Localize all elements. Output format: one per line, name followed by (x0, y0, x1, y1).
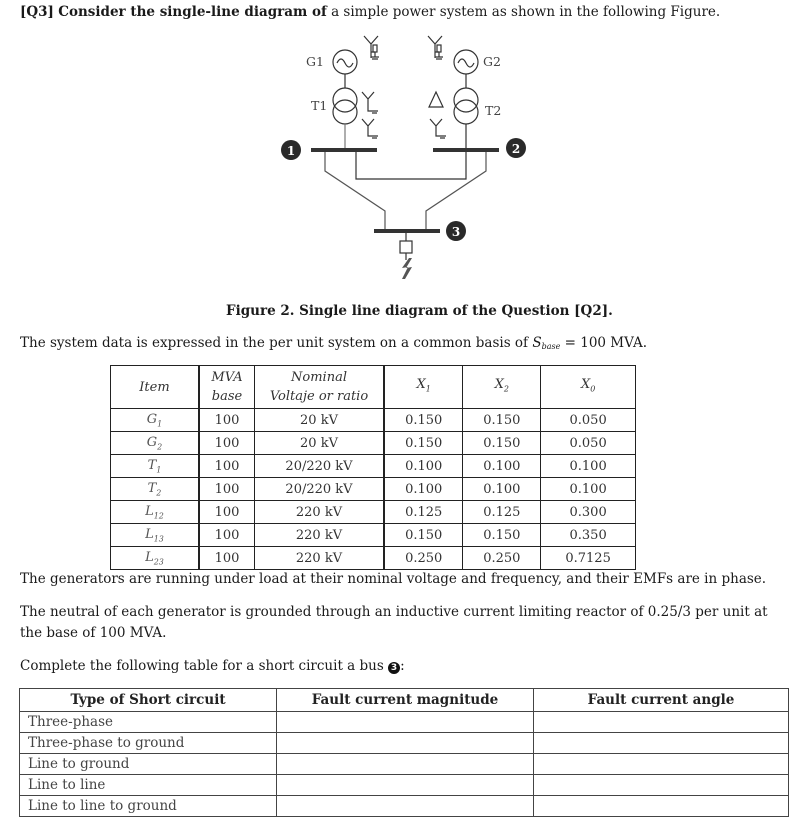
grounded-wye-t2-secondary-icon (430, 119, 446, 138)
header-nominal-voltage: Nominal Voltaje or ratio (255, 366, 385, 409)
bus-1-marker (281, 140, 301, 160)
magnitude-cell[interactable] (277, 796, 534, 817)
fault-table-header-row (20, 689, 789, 712)
fault-type: Three-phase (20, 712, 277, 733)
table-row: $L_{12}$ 100 220 kV 0.125 0.125 0.300 (111, 501, 636, 524)
fault-table (19, 688, 789, 817)
s-symbol: S (532, 335, 542, 351)
bus-2-bar (433, 148, 499, 152)
bus-2-marker (506, 138, 526, 158)
fault-type: Line to ground (20, 754, 277, 775)
s-subscript: base (541, 342, 561, 351)
table-row (20, 712, 789, 733)
basis-statement (20, 333, 647, 357)
magnitude-cell[interactable] (277, 712, 534, 733)
bus-3-bullet-icon: 3 (388, 662, 400, 674)
paragraph-generators: The generators are running under load at their nominal voltage and frequency, and their EMFs are in phase. (20, 571, 767, 587)
table-row: $G_2$ 100 20 kV 0.150 0.150 0.050 (111, 432, 636, 455)
g1-label: G1 (306, 54, 324, 69)
table-row (20, 733, 789, 754)
question-rest-text: a simple power system as shown in the following Figure. (331, 4, 721, 20)
svg-text:2: 2 (511, 142, 521, 156)
fault-type: Line to line to ground (20, 796, 277, 817)
angle-cell[interactable] (534, 733, 789, 754)
bus-3-marker (446, 221, 466, 241)
magnitude-cell[interactable] (277, 754, 534, 775)
table-row (20, 796, 789, 817)
lightning-fault-icon (402, 258, 412, 279)
generator-g2-icon (454, 50, 478, 88)
transformer-t1-icon (333, 88, 357, 149)
header-mva-base: MVA base (199, 366, 255, 409)
table-row: $G_1$ 100 20 kV 0.150 0.150 0.050 (111, 409, 636, 432)
delta-t2-icon (429, 92, 443, 107)
line-l13 (325, 151, 385, 231)
grounded-wye-g1-icon (364, 36, 379, 59)
magnitude-cell[interactable] (277, 775, 534, 796)
transformer-t2-icon (454, 88, 478, 149)
header-angle: Fault current angle (534, 689, 789, 712)
table-row (20, 754, 789, 775)
basis-value: = 100 MVA. (560, 335, 647, 351)
header-x0: $X_0$ (541, 366, 636, 409)
header-x2: $X_2$ (463, 366, 541, 409)
grounded-wye-g2-icon (428, 36, 443, 59)
svg-text:1: 1 (286, 144, 296, 158)
paragraph-instruction: Complete the following table for a short circuit a bus 3 : (20, 658, 405, 674)
line-l23 (426, 151, 486, 231)
bus-3-bar (374, 229, 440, 233)
bus-1-bar (311, 148, 377, 152)
question-bold-text: Consider the single-line diagram of (58, 4, 327, 20)
t1-label: T1 (311, 98, 328, 113)
basis-text: The system data is expressed in the per unit system on a common basis of (20, 335, 533, 351)
header-type: Type of Short circuit (20, 689, 277, 712)
question-heading (20, 2, 720, 23)
magnitude-cell[interactable] (277, 733, 534, 754)
paragraph-neutral: The neutral of each generator is grounded through an inductive current limiting reactor of 0.25/3 per unit at the base of 100 MVA. (20, 604, 768, 641)
figure-caption: Figure 2. Single line diagram of the Question [Q2]. (226, 303, 613, 319)
grounded-wye-t1-primary-icon (362, 92, 378, 113)
header-item: Item (111, 366, 200, 409)
generator-g1-icon (333, 50, 357, 88)
table-row (20, 775, 789, 796)
single-line-diagram (0, 30, 793, 295)
grounded-wye-t1-secondary-icon (362, 119, 378, 138)
table-row: $L_{13}$ 100 220 kV 0.150 0.150 0.350 (111, 524, 636, 547)
svg-text:3: 3 (451, 225, 461, 239)
angle-cell[interactable] (534, 775, 789, 796)
breaker-icon (400, 241, 412, 253)
table-row: $L_{23}$ 100 220 kV 0.250 0.250 0.7125 (111, 547, 636, 570)
g2-label: G2 (483, 54, 501, 69)
question-label: [Q3] (20, 4, 54, 20)
fault-type: Three-phase to ground (20, 733, 277, 754)
angle-cell[interactable] (534, 796, 789, 817)
fault-type: Line to line (20, 775, 277, 796)
table-row: $T_2$ 100 20/220 kV 0.100 0.100 0.100 (111, 478, 636, 501)
angle-cell[interactable] (534, 712, 789, 733)
angle-cell[interactable] (534, 754, 789, 775)
header-x1: $X_1$ (384, 366, 463, 409)
table-row: $T_1$ 100 20/220 kV 0.100 0.100 0.100 (111, 455, 636, 478)
table-header-row (111, 366, 636, 409)
system-data-table (110, 365, 636, 570)
header-magnitude: Fault current magnitude (277, 689, 534, 712)
t2-label: T2 (485, 103, 502, 118)
line-l12 (356, 151, 466, 179)
